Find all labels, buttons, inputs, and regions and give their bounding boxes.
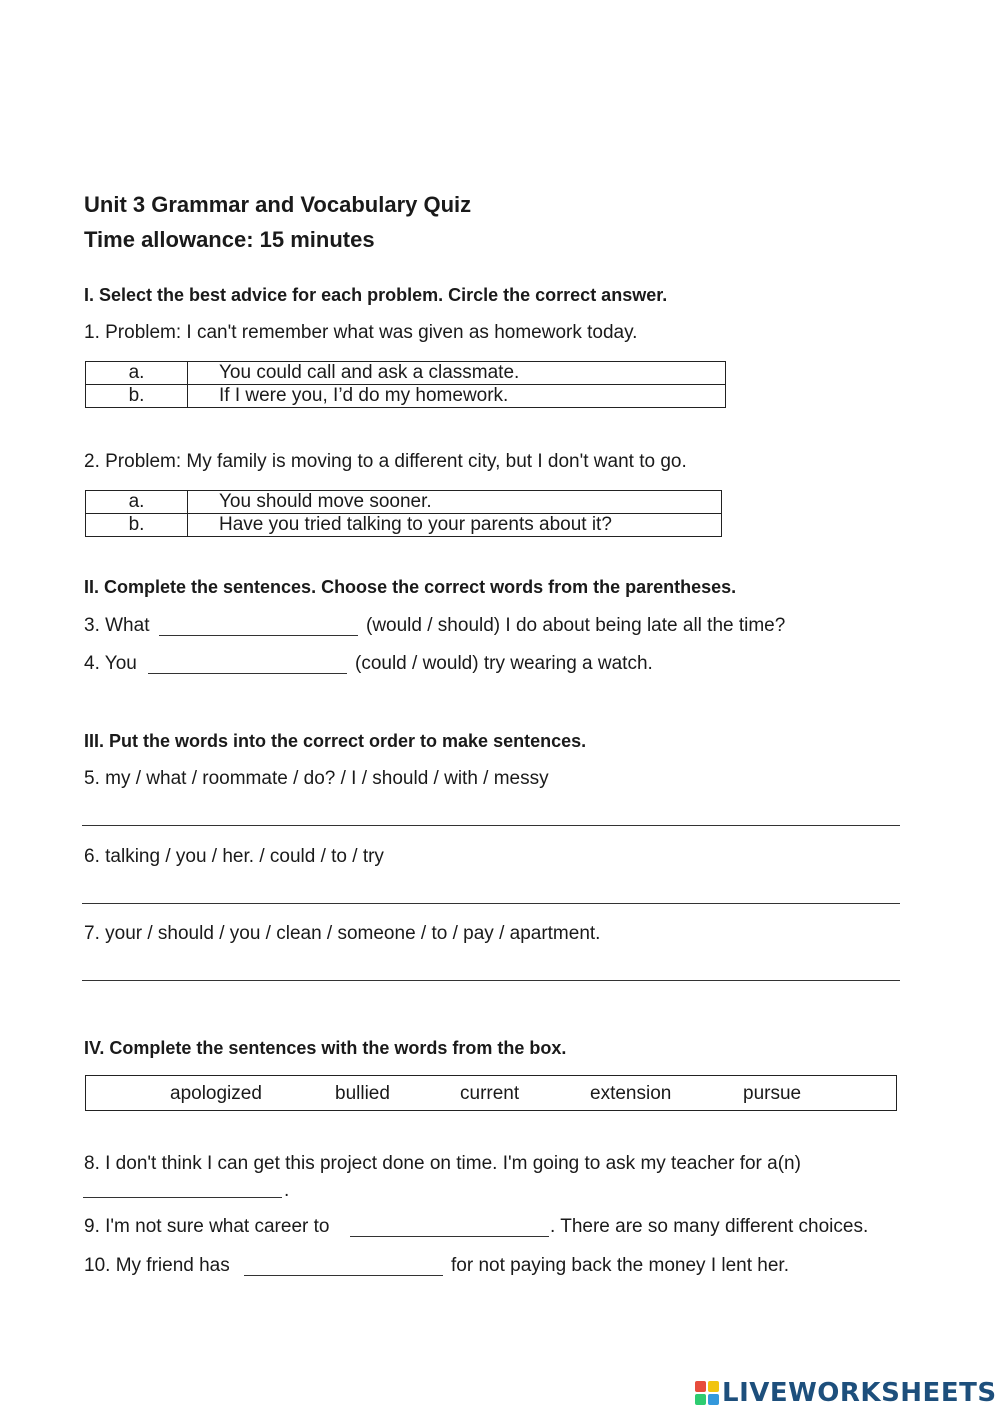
question-3-end: (would / should) I do about being late all the time? xyxy=(366,615,786,636)
option-letter: b. xyxy=(86,385,188,408)
question-4-end: (could / would) try wearing a watch. xyxy=(355,653,653,674)
word-bank-item: apologized xyxy=(170,1083,262,1104)
word-bank-item: current xyxy=(460,1083,520,1104)
question-10-start: 10. My friend has xyxy=(84,1255,230,1276)
question-3-start: 3. What xyxy=(84,615,150,636)
word-box xyxy=(85,1075,897,1111)
word-bank-item: pursue xyxy=(743,1083,802,1104)
option-row[interactable] xyxy=(86,514,722,537)
option-row[interactable] xyxy=(86,385,726,408)
logo-block xyxy=(708,1394,719,1405)
section-3-heading: III. Put the words into the correct order to make sentences. xyxy=(84,731,587,751)
question-2: 2. Problem: My family is moving to a different city, but I don't want to go. xyxy=(84,451,687,472)
section-1-heading: I. Select the best advice for each problem. Circle the correct answer. xyxy=(84,285,668,305)
word-bank-item: bullied xyxy=(335,1083,390,1104)
option-letter: a. xyxy=(86,491,188,514)
question-1-options xyxy=(85,361,726,408)
question-1: 1. Problem: I can't remember what was given as homework today. xyxy=(84,322,638,343)
logo-block xyxy=(708,1381,719,1392)
option-letter: a. xyxy=(86,362,188,385)
logo-block xyxy=(695,1381,706,1392)
section-4-heading: IV. Complete the sentences with the words from the box. xyxy=(84,1038,567,1058)
question-5: 5. my / what / roommate / do? / I / should / with / messy xyxy=(84,768,549,789)
logo-blocks-icon xyxy=(695,1381,719,1405)
quiz-title: Unit 3 Grammar and Vocabulary Quiz xyxy=(84,192,472,217)
question-9-start: 9. I'm not sure what career to xyxy=(84,1216,330,1237)
question-10-end: for not paying back the money I lent her. xyxy=(451,1255,789,1276)
logo-block xyxy=(695,1394,706,1405)
option-text: You could call and ask a classmate. xyxy=(188,362,726,385)
question-8: 8. I don't think I can get this project done on time. I'm going to ask my teacher for a(n) xyxy=(84,1153,801,1174)
option-row[interactable] xyxy=(86,362,726,385)
question-6: 6. talking / you / her. / could / to / try xyxy=(84,846,384,867)
answer-blank-8[interactable] xyxy=(83,1197,282,1198)
question-4-start: 4. You xyxy=(84,653,137,674)
option-text: Have you tried talking to your parents about it? xyxy=(188,514,722,537)
question-7: 7. your / should / you / clean / someone / to / pay / apartment. xyxy=(84,923,601,944)
answer-line-5[interactable] xyxy=(82,825,900,826)
answer-line-7[interactable] xyxy=(82,980,900,981)
answer-blank-10[interactable] xyxy=(244,1275,443,1276)
logo-text: LIVEWORKSHEETS xyxy=(722,1378,997,1408)
answer-blank-9[interactable] xyxy=(350,1236,549,1237)
option-text: You should move sooner. xyxy=(188,491,722,514)
question-2-options xyxy=(85,490,722,537)
time-allowance: Time allowance: 15 minutes xyxy=(84,227,375,252)
word-bank-item: extension xyxy=(590,1083,672,1104)
option-text: If I were you, I’d do my homework. xyxy=(188,385,726,408)
section-2-heading: II. Complete the sentences. Choose the correct words from the parentheses. xyxy=(84,577,737,597)
option-letter: b. xyxy=(86,514,188,537)
answer-line-6[interactable] xyxy=(82,903,900,904)
answer-blank-4[interactable] xyxy=(148,673,347,674)
question-8-end: . xyxy=(284,1180,290,1201)
liveworksheets-logo xyxy=(695,1378,997,1408)
option-row[interactable] xyxy=(86,491,722,514)
question-9-end: . There are so many different choices. xyxy=(550,1216,869,1237)
answer-blank-3[interactable] xyxy=(159,635,358,636)
